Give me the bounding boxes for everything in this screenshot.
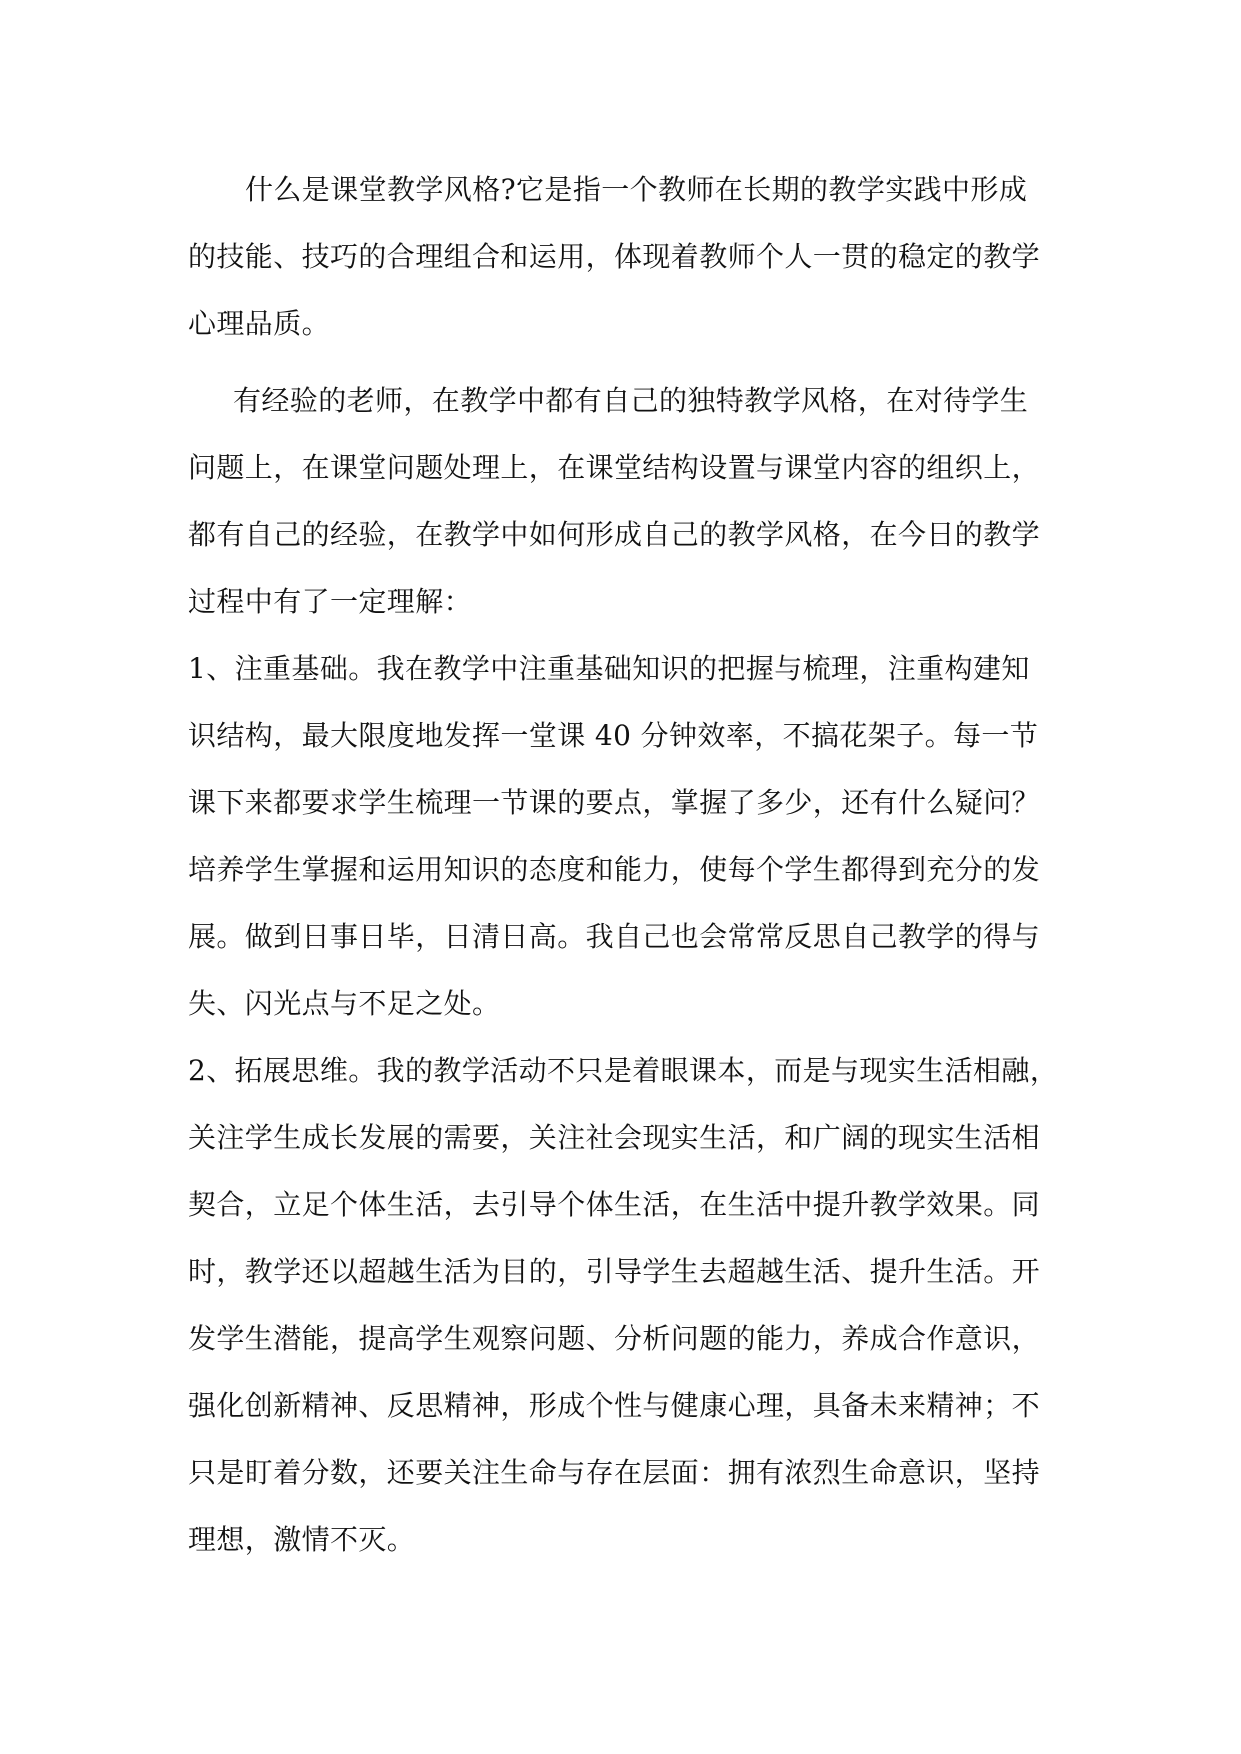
text-line: 的技能、技巧的合理组合和运用，体现着教师个人一贯的稳定的教学 — [188, 240, 1041, 273]
document-body — [188, 156, 1058, 1573]
text-line: 识结构，最大限度地发挥一堂课 40 分钟效率，不搞花架子。每一节 — [188, 719, 1039, 752]
text-line: 培养学生掌握和运用知识的态度和能力，使每个学生都得到充分的发 — [188, 853, 1041, 886]
text-line: 失、闪光点与不足之处。 — [188, 987, 501, 1020]
paragraph-gap — [188, 357, 1058, 367]
paragraph-point-1-foundations — [188, 635, 1058, 1037]
text-line: 过程中有了一定理解： — [188, 585, 473, 618]
paragraph-experienced-teachers — [188, 367, 1058, 635]
text-line: 发学生潜能，提高学生观察问题、分析问题的能力，养成合作意识， — [188, 1322, 1041, 1355]
paragraph-point-2-thinking — [188, 1037, 1058, 1573]
text-line: 只是盯着分数，还要关注生命与存在层面：拥有浓烈生命意识，坚持 — [188, 1456, 1041, 1489]
text-line: 心理品质。 — [188, 307, 331, 340]
text-line: 强化创新精神、反思精神，形成个性与健康心理，具备未来精神；不 — [188, 1389, 1041, 1422]
text-line: 都有自己的经验，在教学中如何形成自己的教学风格，在今日的教学 — [188, 518, 1041, 551]
text-line: 时，教学还以超越生活为目的，引导学生去超越生活、提升生活。开 — [188, 1255, 1041, 1288]
paragraph-teaching-style-definition — [188, 156, 1058, 357]
text-line: 问题上，在课堂问题处理上，在课堂结构设置与课堂内容的组织上， — [188, 451, 1041, 484]
text-line: 契合，立足个体生活，去引导个体生活，在生活中提升教学效果。同 — [188, 1188, 1041, 1221]
text-line: 展。做到日事日毕，日清日高。我自己也会常常反思自己教学的得与 — [188, 920, 1041, 953]
text-line: 关注学生成长发展的需要，关注社会现实生活，和广阔的现实生活相 — [188, 1121, 1041, 1154]
text-line: 2、拓展思维。我的教学活动不只是着眼课本，而是与现实生活相融， — [188, 1054, 1059, 1087]
text-line: 什么是课堂教学风格?它是指一个教师在长期的教学实践中形成 — [245, 173, 1028, 206]
text-line: 有经验的老师，在教学中都有自己的独特教学风格，在对待学生 — [233, 384, 1029, 417]
text-line: 理想，激情不灭。 — [188, 1523, 416, 1556]
text-line: 课下来都要求学生梳理一节课的要点，掌握了多少，还有什么疑问？ — [188, 786, 1041, 819]
text-line: 1、注重基础。我在教学中注重基础知识的把握与梳理，注重构建知 — [188, 652, 1030, 685]
